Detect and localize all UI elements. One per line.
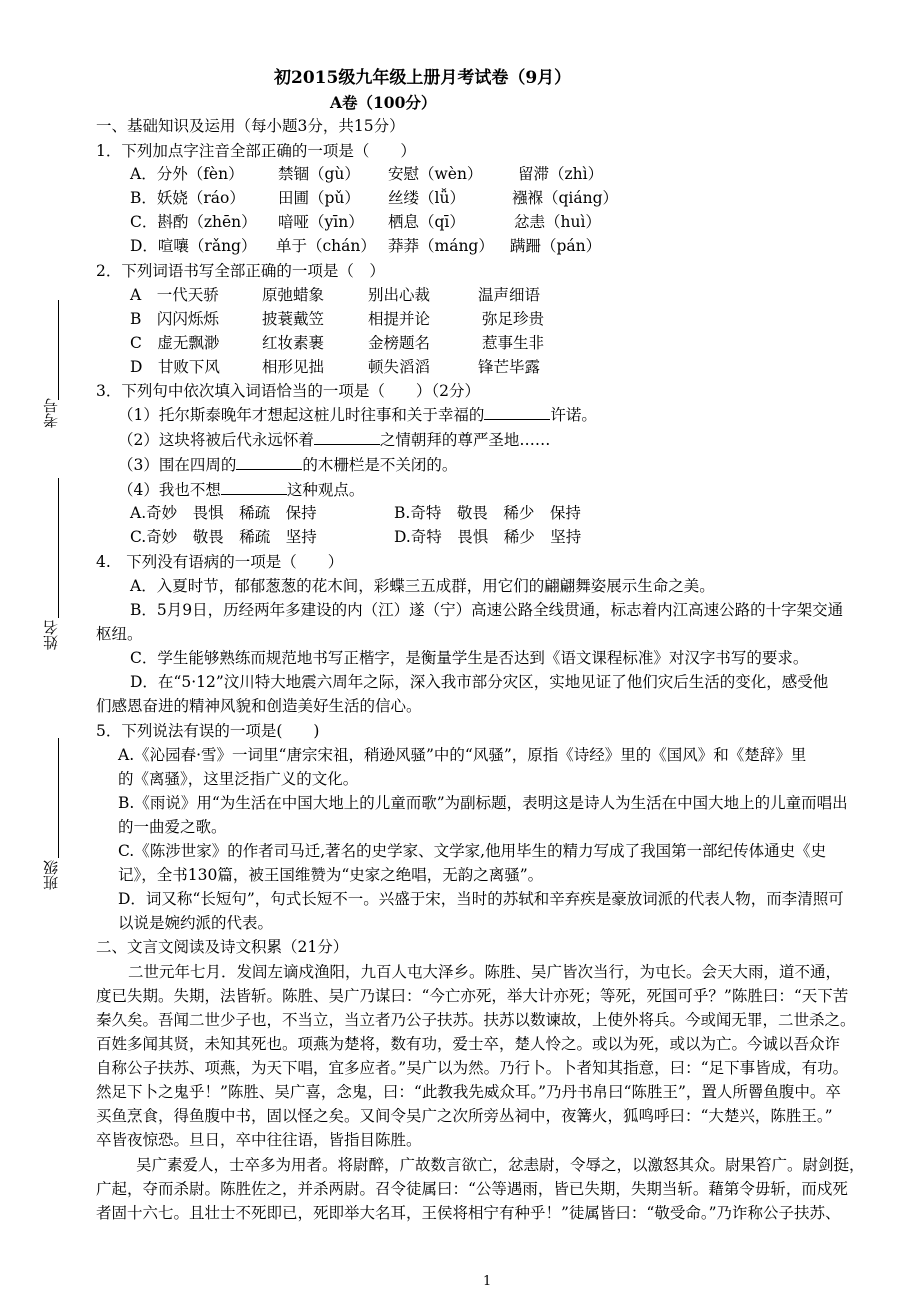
q2-row-a-2: 原弛蜡象 [262, 286, 325, 304]
q3-blank-2 [314, 430, 380, 445]
q3-sentence-3: （3）围在四周的 的木栅栏是不关闭的。 [118, 456, 458, 474]
q1-row-a-4: 留滞（zhì） [518, 165, 604, 183]
q2-row-a-3: 别出心裁 [368, 286, 431, 304]
q2-row-b-3: 相提并论 [368, 310, 431, 328]
q3-blank-4 [221, 480, 287, 495]
q1-row-c-4: 忿恚（huì） [514, 213, 601, 231]
q2-row-d-2: 相形见拙 [262, 358, 325, 376]
q3-option-c: C.奇妙 敬畏 稀疏 坚持 [130, 528, 317, 546]
q1-row-d-2: 单于（chán） [276, 237, 376, 255]
exam-title: 初2015级九年级上册月考试卷（9月） [274, 68, 572, 88]
q1-row-c-2: 喑哑（yīn） [278, 213, 364, 231]
q2-row-c-2: 红妆素裹 [262, 334, 325, 352]
passage-p1-line6: 然足下卜之鬼乎！”陈胜、吴广喜，念鬼，曰：“此教我先威众耳。”乃丹书帛曰“陈胜王”，置人所罾鱼腹中。卒 [96, 1083, 841, 1101]
q4-option-a: A．入夏时节，郁郁葱葱的花木间，彩蝶三五成群，用它们的翩翩舞姿展示生命之美。 [130, 577, 715, 595]
q3-blank-1 [484, 405, 550, 420]
q3-sentence-4: （4）我也不想 这种观点。 [118, 481, 365, 499]
passage-p1-line7: 买鱼烹食，得鱼腹中书，固以怪之矣。又间令吴广之次所旁丛祠中，夜篝火，狐鸣呼曰：“大楚兴，陈胜王。” [96, 1107, 833, 1125]
q5-option-b-line1: B.《雨说》用“为生活在中国大地上的儿童而歌”为副标题，表明这是诗人为生活在中国大地上的儿童而唱出 [118, 794, 848, 812]
q1-row-a-2: 禁锢（gù） [278, 165, 360, 183]
passage-p1-line2: 度已失期。失期，法皆斩。陈胜、吴广乃谋曰：“今亡亦死，举大计亦死；等死，死国可乎？”陈胜曰：“天下苦 [96, 987, 849, 1005]
q2-row-d-4: 锋芒毕露 [478, 358, 541, 376]
q1-row-a-1: A．分外（fèn） [130, 165, 244, 183]
passage-p2-line2: 广起，夺而杀尉。陈胜佐之，并杀两尉。召令徒属曰：“公等遇雨，皆已失期，失期当斩。藉第令毋斩，而戍死 [96, 1180, 848, 1198]
q2-row-b-1: B 闪闪烁烁 [130, 310, 219, 328]
q5-option-c-line2: 记》，全书130篇，被王国维赞为“史家之绝唱，无韵之离骚”。 [118, 866, 544, 884]
q2-row-d-1: D 甘败下风 [130, 358, 220, 376]
q1-row-b-4: 襁褓（qiáng） [512, 189, 619, 207]
q2-row-d-3: 顿失滔滔 [368, 358, 431, 376]
q5-option-a-line1: A.《沁园春·雪》一词里“唐宗宋祖，稍逊风骚”中的“风骚”，原指《诗经》里的《国风》和《楚辞》里 [118, 746, 807, 764]
q5-option-d-line1: D．词又称“长短句”，句式长短不一。兴盛于宋，当时的苏轼和辛弃疾是豪放词派的代表人物，而李清照可 [118, 890, 844, 908]
q3-sentence-2: （2）这块将被后代永远怀着 之情朝拜的尊严圣地…… [118, 431, 551, 449]
q5-option-d-line2: 以说是婉约派的代表。 [118, 914, 274, 932]
q2-row-c-4: 惹事生非 [482, 334, 545, 352]
q5-option-c-line1: C.《陈涉世家》的作者司马迁,著名的史学家、文学家,他用毕生的精力写成了我国第一部纪传体通史《史 [118, 842, 827, 860]
q3-option-d: D.奇特 畏惧 稀少 坚持 [394, 528, 582, 546]
class-label: 班级 [42, 860, 60, 890]
passage-p2-line3: 者固十六七。且壮士不死即已，死即举大名耳，王侯将相宁有种乎！”徒属皆曰：“敬受命。”乃诈称公子扶苏、 [96, 1204, 841, 1222]
passage-p1-line1: 二世元年七月．发闾左谪戍渔阳，九百人屯大泽乡。陈胜、吴广皆次当行，为屯长。会天大雨，道不通， [128, 963, 842, 981]
passage-p1-line3: 秦久矣。吾闻二世少子也，不当立，当立者乃公子扶苏。扶苏以数谏故，上使外将兵。今或闻无罪，二世杀之。 [96, 1011, 856, 1029]
q4-option-d-line1: D．在“5·12”汶川特大地震六周年之际，深入我市部分灾区，实地见证了他们灾后生活的变化，感受他 [130, 673, 829, 691]
q3-sentence-1: （1）托尔斯泰晚年才想起这桩儿时往事和关于幸福的 许诺。 [118, 406, 597, 424]
q1-row-b-2: 田圃（pǔ） [278, 189, 360, 207]
q3-option-b: B.奇特 敬畏 稀少 保持 [394, 504, 581, 522]
q1-row-b-1: B．妖娆（ráo） [130, 189, 245, 207]
q1-stem: 1．下列加点字注音全部正确的一项是（ ） [96, 142, 416, 160]
exam-no-line [58, 300, 59, 400]
q4-option-b-line2: 枢纽。 [96, 625, 143, 643]
q2-row-a-1: A 一代天骄 [130, 286, 219, 304]
exam-no-label: 考号 [42, 398, 60, 428]
q4-option-c: C．学生能够熟练而规范地书写正楷字，是衡量学生是否达到《语文课程标准》对汉字书写的要求。 [130, 649, 809, 667]
passage-p2-line1: 吴广素爱人，士卒多为用者。将尉醉，广故数言欲亡，忿恚尉，令辱之，以激怒其众。尉果笞广。尉剑挺， [136, 1156, 865, 1174]
page-number: 1 [483, 1274, 492, 1289]
q1-row-b-3: 丝缕（lǚ） [388, 189, 465, 207]
q2-row-a-4: 温声细语 [478, 286, 541, 304]
q4-option-b-line1: B．5月9日，历经两年多建设的内（江）遂（宁）高速公路全线贯通，标志着内江高速公路的十字架交通 [130, 601, 844, 619]
q5-option-a-line2: 的《离骚》，这里泛指广义的文化。 [118, 770, 359, 788]
q1-row-c-3: 栖息（qī） [388, 213, 465, 231]
passage-p1-line4: 百姓多闻其贤，未知其死也。项燕为楚将，数有功，爱士卒，楚人怜之。或以为死，或以为亡。今诚以吾众诈 [96, 1035, 841, 1053]
q3-stem: 3．下列句中依次填入词语恰当的一项是（ ）（2分） [96, 382, 480, 400]
q1-row-d-3: 莽莽（máng） [388, 237, 494, 255]
name-label: 姓名 [42, 620, 60, 650]
q3-blank-3 [236, 455, 302, 470]
q2-row-b-4: 弥足珍贵 [482, 310, 545, 328]
q2-row-b-2: 披蓑戴笠 [262, 310, 325, 328]
q2-stem: 2．下列词语书写全部正确的一项是（ ） [96, 262, 385, 280]
q3-option-a: A.奇妙 畏惧 稀疏 保持 [130, 504, 317, 522]
q2-row-c-1: C 虚无飘渺 [130, 334, 220, 352]
name-line [58, 478, 59, 618]
class-line [58, 738, 59, 858]
exam-subtitle: A卷（100分） [330, 93, 437, 112]
q5-stem: 5．下列说法有误的一项是( ) [96, 722, 320, 740]
q4-option-d-line2: 们感恩奋进的精神风貌和创造美好生活的信心。 [96, 697, 422, 715]
q1-row-d-4: 蹒跚（pán） [510, 237, 602, 255]
passage-p1-line8: 卒皆夜惊恐。旦日，卒中往往语，皆指目陈胜。 [96, 1131, 422, 1149]
q4-stem: 4. 下列没有语病的一项是（ ） [96, 553, 344, 571]
section2-heading: 二、文言文阅读及诗文积累（21分） [96, 938, 349, 956]
q1-row-c-1: C．斟酌（zhēn） [130, 213, 257, 231]
section1-heading: 一、基础知识及运用（每小题3分，共15分） [96, 117, 405, 135]
q1-row-a-3: 安慰（wèn） [388, 165, 483, 183]
q1-row-d-1: D．喧嚷（rǎng） [130, 237, 257, 255]
passage-p1-line5: 自称公子扶苏、项燕，为天下唱，宜多应者。”吴广以为然。乃行卜。卜者知其指意，曰：“足下事皆成，有功。 [96, 1059, 849, 1077]
q2-row-c-3: 金榜题名 [368, 334, 431, 352]
q5-option-b-line2: 的一曲爱之歌。 [118, 818, 227, 836]
